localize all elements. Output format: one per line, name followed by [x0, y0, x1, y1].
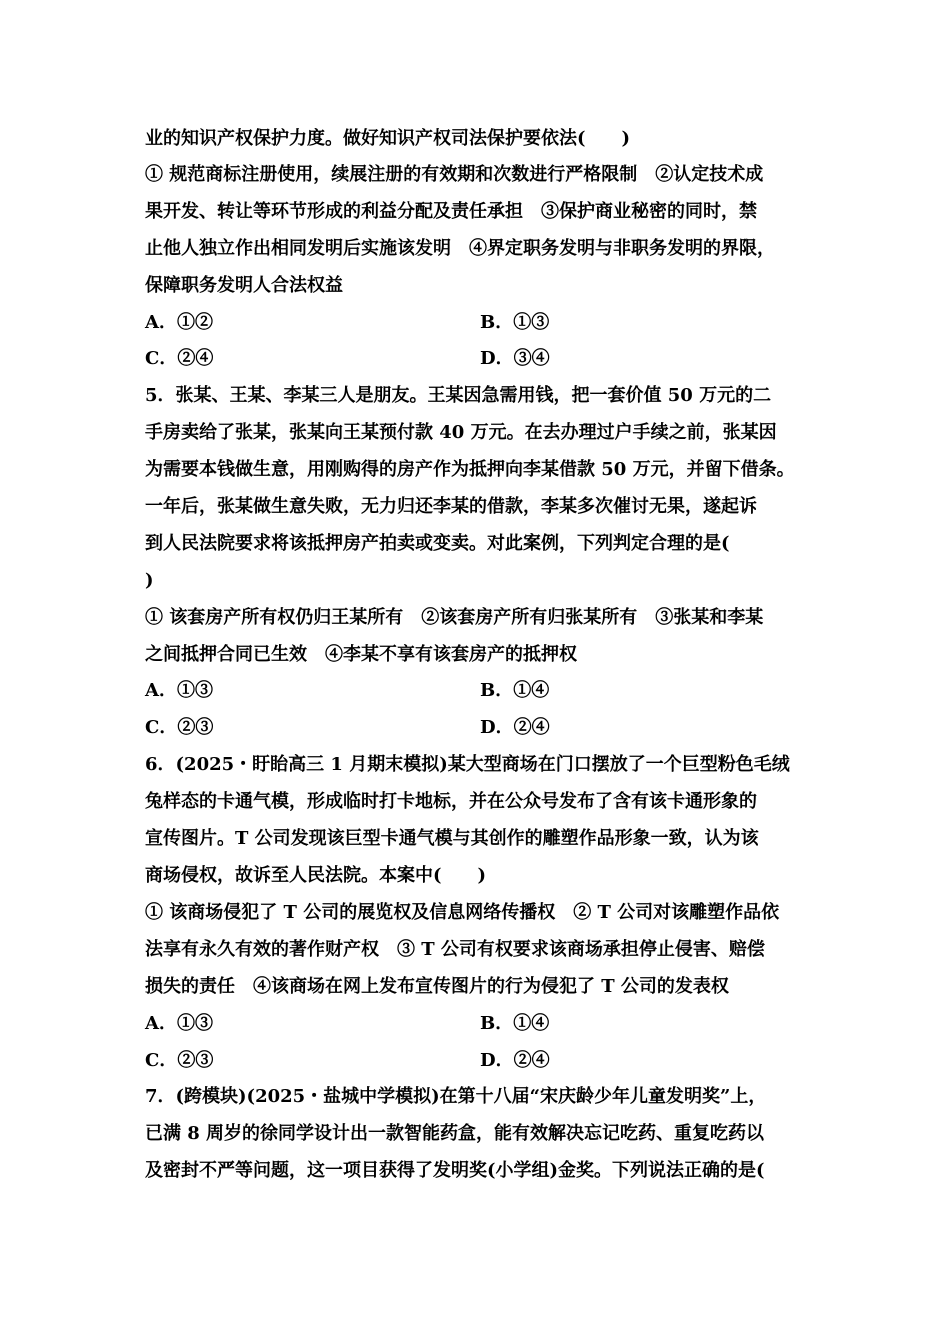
- q4-statement-line: 保障职务发明人合法权益: [145, 275, 343, 296]
- q6-stem-line: 宣传图片。T 公司发现该巨型卡通气模与其创作的雕塑作品形象一致，认为该: [145, 828, 759, 849]
- q5-stem-line: 5．张某、王某、李某三人是朋友。王某因急需用钱，把一套价值 50 万元的二: [145, 385, 772, 406]
- q4-stem-line: 业的知识产权保护力度。做好知识产权司法保护要依法( ): [145, 128, 631, 149]
- q6-option-b: B．①④: [480, 1013, 550, 1034]
- q5-option-c: C．②③: [145, 717, 214, 738]
- q7-stem-line: 已满 8 周岁的徐同学设计出一款智能药盒，能有效解决忘记吃药、重复吃药以: [145, 1123, 765, 1144]
- q5-option-b: B．①④: [480, 680, 550, 701]
- q4-option-b: B．①③: [480, 312, 550, 333]
- q4-statement-line: 止他人独立作出相同发明后实施该发明 ④界定职务发明与非职务发明的界限，: [145, 238, 775, 259]
- q6-option-c: C．②③: [145, 1050, 214, 1071]
- q4-option-d: D．③④: [480, 348, 550, 369]
- q6-stem-line: 兔样态的卡通气模，形成临时打卡地标，并在公众号发布了含有该卡通形象的: [145, 791, 757, 812]
- q6-option-d: D．②④: [480, 1050, 550, 1071]
- q6-option-a: A．①③: [145, 1013, 213, 1034]
- q5-option-d: D．②④: [480, 717, 550, 738]
- q5-stem-line: 到人民法院要求将该抵押房产拍卖或变卖。对此案例，下列判定合理的是(: [145, 533, 730, 554]
- q6-statement-line: 损失的责任 ④该商场在网上发布宣传图片的行为侵犯了 T 公司的发表权: [145, 976, 729, 997]
- q6-stem-line: 6．(2025・盱眙高三 1 月期末模拟)某大型商场在门口摆放了一个巨型粉色毛绒: [145, 754, 790, 775]
- q7-stem-line: 7．(跨模块)(2025・盐城中学模拟)在第十八届“宋庆龄少年儿童发明奖”上，: [145, 1086, 767, 1107]
- q6-statement-line: ① 该商场侵犯了 T 公司的展览权及信息网络传播权 ② T 公司对该雕塑作品依: [145, 902, 780, 923]
- q7-stem-line: 及密封不严等问题，这一项目获得了发明奖(小学组)金奖。下列说法正确的是(: [145, 1160, 765, 1181]
- q5-option-a: A．①③: [145, 680, 213, 701]
- q5-stem-line: 手房卖给了张某，张某向王某预付款 40 万元。在去办理过户手续之前，张某因: [145, 422, 777, 443]
- q5-stem-line: 为需要本钱做生意，用刚购得的房产作为抵押向李某借款 50 万元，并留下借条。: [145, 459, 795, 480]
- q4-option-a: A．①②: [145, 312, 213, 333]
- q5-statement-line: 之间抵押合同已生效 ④李某不享有该套房产的抵押权: [145, 644, 577, 665]
- q5-statement-line: ① 该套房产所有权仍归王某所有 ②该套房产所有归张某所有 ③张某和李某: [145, 607, 764, 628]
- q4-option-c: C．②④: [145, 348, 214, 369]
- q6-statement-line: 法享有永久有效的著作财产权 ③ T 公司有权要求该商场承担停止侵害、赔偿: [145, 939, 765, 960]
- q5-stem-line: ): [145, 570, 154, 591]
- q6-stem-line: 商场侵权，故诉至人民法院。本案中( ): [145, 865, 487, 886]
- q5-stem-line: 一年后，张某做生意失败，无力归还李某的借款，李某多次催讨无果，遂起诉: [145, 496, 757, 517]
- q4-statement-line: ① 规范商标注册使用，续展注册的有效期和次数进行严格限制 ②认定技术成: [145, 164, 764, 185]
- q4-statement-line: 果开发、转让等环节形成的利益分配及责任承担 ③保护商业秘密的同时，禁: [145, 201, 757, 222]
